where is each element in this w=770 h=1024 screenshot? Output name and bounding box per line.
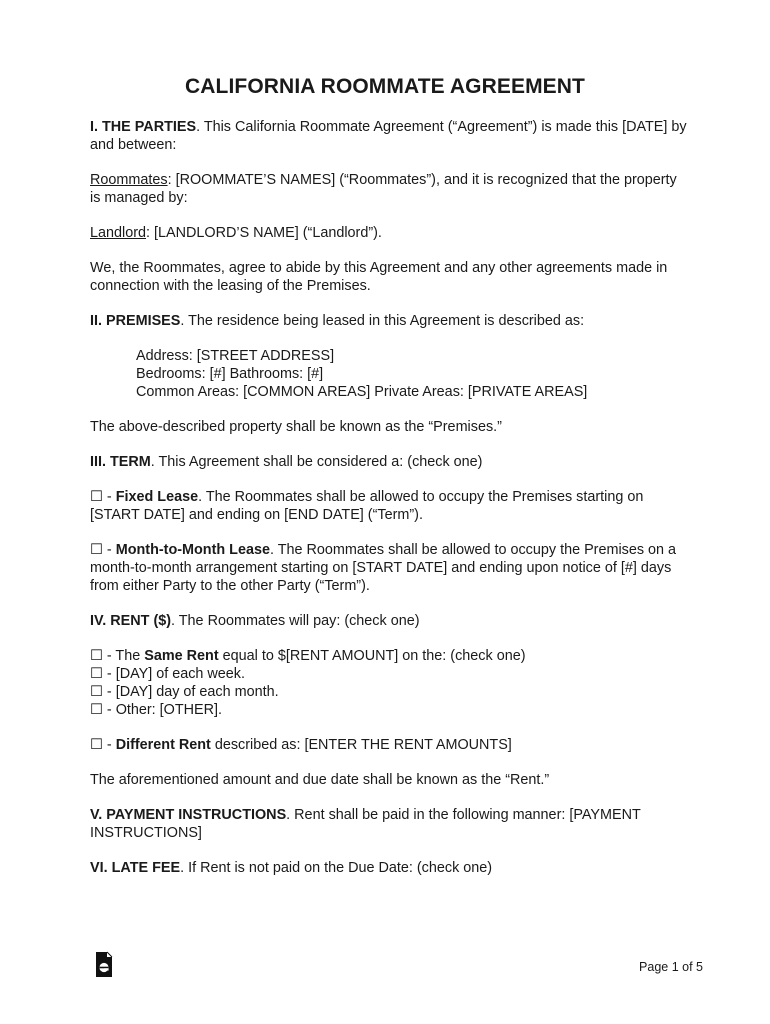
premises-areas: Common Areas: [COMMON AREAS] Private Areas: [PRIVATE AREAS] [136,384,588,400]
parties-heading: I. THE PARTIES [90,119,197,135]
premises-rooms: Bedrooms: [#] Bathrooms: [#] [136,366,324,382]
premises-details [136,347,690,401]
same-rent-label: Same Rent [144,648,219,664]
different-rent-checkbox[interactable]: ☐ - [90,737,116,753]
roommates-paragraph [90,171,690,207]
rent-other-option[interactable]: ☐ - Other: [OTHER]. [90,702,223,718]
payment-text: . Rent shall be paid in the following manner: [PAYMENT INSTRUCTIONS] [90,807,641,841]
rent-heading: IV. RENT ($) [90,613,172,629]
monthly-lease-label: Month-to-Month Lease [115,542,270,558]
late-fee-text: . If Rent is not paid on the Due Date: (check one) [180,860,493,876]
eforms-document-icon [94,951,114,978]
late-fee-heading: VI. LATE FEE [90,860,181,876]
same-rent-text: equal to $[RENT AMOUNT] on the: (check one) [218,648,526,664]
parties-text: . This California Roommate Agreement (“Agreement”) is made this [DATE] by and between: [90,119,687,153]
same-rent-checkbox[interactable]: ☐ - The [90,648,145,664]
payment-heading: V. PAYMENT INSTRUCTIONS [90,807,287,823]
parties-closing: We, the Roommates, agree to abide by this Agreement and any other agreements made in connection with the leasing of the Premises. [90,260,668,294]
term-text: . This Agreement shall be considered a: (check one) [150,454,483,470]
rent-day-week-option[interactable]: ☐ - [DAY] of each week. [90,666,246,682]
rent-text: . The Roommates will pay: (check one) [171,613,420,629]
payment-paragraph [90,806,690,842]
landlord-paragraph [90,224,690,242]
roommates-text: : [ROOMMATE’S NAMES] (“Roommates”), and it is recognized that the property is managed by: [90,172,677,206]
different-rent-option[interactable] [90,736,690,754]
fixed-lease-text: . The Roommates shall be allowed to occupy the Premises starting on [START DATE] and ending on [END DATE] (“Term”). [90,489,644,523]
document-title: CALIFORNIA ROOMMATE AGREEMENT [185,75,585,98]
rent-closing: The aforementioned amount and due date shall be known as the “Rent.” [90,772,550,788]
fixed-lease-option[interactable] [90,488,690,524]
different-rent-label: Different Rent [115,737,211,753]
rent-paragraph [90,612,690,630]
premises-closing: The above-described property shall be known as the “Premises.” [90,419,502,435]
late-fee-paragraph [90,859,690,877]
premises-heading: II. PREMISES [90,313,181,329]
landlord-label: Landlord [90,225,147,241]
fixed-lease-label: Fixed Lease [115,489,199,505]
premises-paragraph [90,312,690,330]
monthly-lease-text: . The Roommates shall be allowed to occupy the Premises on a month-to-month arrangement starting on [START DATE] and ending upon notice of [#] days from either Party to the other Party (“Term”). [90,542,677,594]
term-paragraph [90,453,690,471]
different-rent-text: described as: [ENTER THE RENT AMOUNTS] [210,737,512,753]
same-rent-option[interactable] [90,647,690,665]
rent-day-month-option[interactable]: ☐ - [DAY] day of each month. [90,684,279,700]
roommates-label: Roommates [90,172,168,188]
parties-paragraph [90,118,690,154]
landlord-text: : [LANDLORD’S NAME] (“Landlord”). [146,225,382,241]
monthly-lease-checkbox[interactable]: ☐ - [90,542,116,558]
monthly-lease-option[interactable] [90,541,690,595]
term-heading: III. TERM [90,454,151,470]
page-number: Page 1 of 5 [639,960,703,974]
premises-text: . The residence being leased in this Agreement is described as: [180,313,585,329]
premises-address: Address: [STREET ADDRESS] [136,348,335,364]
fixed-lease-checkbox[interactable]: ☐ - [90,489,116,505]
document-body [90,118,690,877]
